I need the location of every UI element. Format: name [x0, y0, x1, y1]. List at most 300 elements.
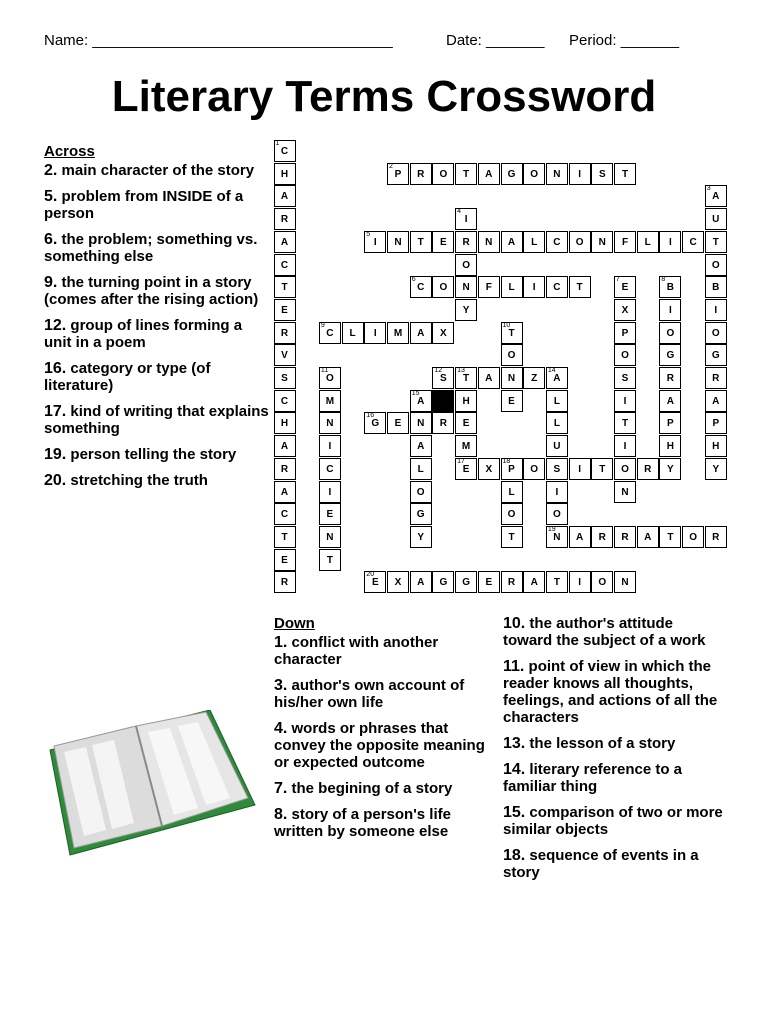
cell-letter: R: [462, 236, 470, 248]
down-clue: [503, 615, 725, 649]
crossword-cell[interactable]: [614, 322, 636, 344]
crossword-cell[interactable]: [432, 276, 454, 298]
cell-letter: T: [667, 531, 674, 543]
clue-number: 8.: [274, 806, 288, 823]
cell-number: 12: [434, 367, 443, 374]
crossword-cell[interactable]: [501, 458, 523, 480]
clue-text: person telling the story: [70, 446, 237, 463]
crossword-cell[interactable]: [659, 458, 681, 480]
crossword-cell[interactable]: [274, 208, 296, 230]
crossword-cell[interactable]: [478, 367, 500, 389]
cell-letter: Y: [462, 304, 470, 316]
across-clue: [44, 188, 270, 222]
crossword-cell[interactable]: [455, 458, 477, 480]
crossword-cell[interactable]: [659, 276, 681, 298]
crossword-cell[interactable]: [614, 367, 636, 389]
cell-letter: L: [553, 418, 560, 430]
cell-letter: O: [598, 577, 607, 589]
crossword-cell[interactable]: [274, 163, 296, 185]
crossword-cell[interactable]: [410, 571, 432, 593]
crossword-cell[interactable]: [432, 231, 454, 253]
crossword-cell[interactable]: [705, 526, 727, 548]
crossword-cell[interactable]: [274, 435, 296, 457]
clue-text: words or phrases that convey the opposite meaning or expected outcome: [274, 720, 485, 771]
crossword-cell[interactable]: [614, 412, 636, 434]
crossword-cell[interactable]: [591, 571, 613, 593]
cell-letter: N: [507, 373, 516, 384]
cell-letter: C: [280, 259, 289, 271]
cell-letter: R: [644, 463, 652, 475]
cell-letter: T: [463, 168, 470, 180]
crossword-cell[interactable]: [614, 276, 636, 298]
cell-letter: I: [623, 395, 627, 407]
crossword-cell[interactable]: [501, 344, 523, 366]
crossword-cell[interactable]: [569, 276, 591, 298]
across-heading: Across: [44, 143, 95, 160]
cell-letter: S: [440, 373, 447, 384]
crossword-cell[interactable]: [614, 390, 636, 412]
crossword-cell[interactable]: [705, 367, 727, 389]
crossword-cell[interactable]: [455, 412, 477, 434]
crossword-cell[interactable]: [410, 458, 432, 480]
across-clue: [44, 231, 270, 265]
cell-letter: E: [462, 463, 470, 475]
crossword-cell[interactable]: [387, 163, 409, 185]
crossword-cell[interactable]: [659, 344, 681, 366]
crossword-cell[interactable]: [614, 435, 636, 457]
cell-letter: T: [576, 282, 583, 294]
crossword-cell[interactable]: [614, 299, 636, 321]
crossword-cell[interactable]: [546, 163, 568, 185]
down-clues-column-2: [503, 615, 725, 890]
clue-number: 19.: [44, 446, 67, 463]
crossword-cell[interactable]: [478, 276, 500, 298]
crossword-cell[interactable]: [705, 412, 727, 434]
clue-text: the begining of a story: [291, 780, 453, 797]
cell-letter: N: [485, 236, 493, 248]
clue-number: 11.: [503, 658, 525, 675]
cell-letter: A: [553, 373, 561, 384]
crossword-cell[interactable]: [546, 367, 568, 389]
cell-letter: O: [507, 350, 516, 362]
crossword-cell[interactable]: [705, 299, 727, 321]
cell-letter: A: [280, 236, 289, 248]
crossword-cell[interactable]: [455, 435, 477, 457]
cell-letter: G: [416, 509, 425, 521]
crossword-cell[interactable]: [546, 390, 568, 412]
crossword-cell[interactable]: [659, 412, 681, 434]
cell-letter: Y: [712, 463, 720, 475]
crossword-cell[interactable]: [501, 322, 523, 344]
clue-number: 16.: [44, 360, 67, 377]
crossword-cell[interactable]: [478, 571, 500, 593]
period-field[interactable]: Period: _______: [569, 32, 680, 49]
clue-text: category or type (of literature): [44, 360, 211, 394]
crossword-cell[interactable]: [546, 435, 568, 457]
crossword-cell[interactable]: [455, 276, 477, 298]
crossword-cell[interactable]: [410, 231, 432, 253]
cell-letter: T: [508, 327, 515, 339]
crossword-cell[interactable]: [614, 481, 636, 503]
crossword-cell[interactable]: [410, 526, 432, 548]
crossword-cell[interactable]: [523, 458, 545, 480]
crossword-cell[interactable]: [432, 367, 454, 389]
crossword-cell[interactable]: [659, 322, 681, 344]
crossword-cell[interactable]: [387, 571, 409, 593]
crossword-cell[interactable]: [501, 367, 523, 389]
crossword-cell[interactable]: [659, 526, 681, 548]
crossword-cell[interactable]: [501, 390, 523, 412]
crossword-cell[interactable]: [705, 231, 727, 253]
crossword-cell[interactable]: [432, 322, 454, 344]
cell-letter: O: [462, 259, 470, 271]
crossword-cell[interactable]: [364, 322, 386, 344]
crossword-cell[interactable]: [274, 503, 296, 525]
cell-letter: T: [553, 577, 560, 589]
crossword-cell[interactable]: [319, 458, 341, 480]
crossword-cell[interactable]: [455, 254, 477, 276]
crossword-cell[interactable]: [342, 322, 364, 344]
crossword-cell[interactable]: [705, 458, 727, 480]
crossword-cell[interactable]: [410, 390, 432, 412]
down-clue: [503, 847, 725, 881]
crossword-cell[interactable]: [614, 458, 636, 480]
cell-letter: E: [371, 577, 379, 589]
crossword-cell[interactable]: [478, 163, 500, 185]
cell-letter: N: [553, 531, 561, 543]
cell-letter: M: [461, 441, 471, 453]
crossword-cell[interactable]: [705, 208, 727, 230]
cell-letter: I: [373, 327, 377, 339]
crossword-cell[interactable]: [659, 231, 681, 253]
cell-letter: R: [712, 531, 720, 543]
crossword-cell[interactable]: [274, 526, 296, 548]
cell-letter: I: [623, 441, 627, 453]
clue-text: the turning point in a story (comes after the rising action): [44, 274, 259, 308]
cell-letter: L: [349, 327, 356, 339]
crossword-cell[interactable]: [274, 367, 296, 389]
crossword-cell[interactable]: [410, 163, 432, 185]
cell-letter: A: [666, 395, 674, 407]
cell-letter: S: [598, 168, 606, 180]
crossword-cell[interactable]: [637, 231, 659, 253]
crossword-cell[interactable]: [546, 526, 568, 548]
cell-letter: E: [508, 395, 515, 407]
crossword-cell[interactable]: [387, 231, 409, 253]
clue-number: 14.: [503, 761, 526, 778]
crossword-cell[interactable]: [478, 458, 500, 480]
across-clue: [44, 360, 270, 394]
cell-letter: N: [621, 577, 629, 589]
cell-letter: A: [417, 441, 425, 453]
crossword-cell[interactable]: [591, 526, 613, 548]
crossword-cell[interactable]: [659, 367, 681, 389]
crossword-cell[interactable]: [523, 231, 545, 253]
crossword-cell[interactable]: [319, 526, 341, 548]
crossword-cell[interactable]: [569, 231, 591, 253]
crossword-cell[interactable]: [682, 526, 704, 548]
cell-letter: T: [712, 236, 719, 248]
crossword-cell[interactable]: [274, 412, 296, 434]
cell-letter: E: [621, 282, 629, 294]
crossword-cell[interactable]: [523, 163, 545, 185]
crossword-cell[interactable]: [659, 299, 681, 321]
cell-letter: T: [508, 531, 515, 543]
crossword-cell[interactable]: [546, 231, 568, 253]
crossword-cell[interactable]: [387, 412, 409, 434]
cell-letter: H: [712, 441, 720, 453]
cell-letter: H: [280, 168, 289, 180]
cell-number: 6: [411, 276, 416, 284]
crossword-cell[interactable]: [591, 458, 613, 480]
down-heading: Down: [274, 615, 315, 632]
crossword-cell[interactable]: [523, 276, 545, 298]
crossword-cell[interactable]: [501, 231, 523, 253]
clue-number: 9.: [44, 274, 58, 291]
cell-letter: O: [711, 259, 720, 271]
crossword-cell[interactable]: [455, 163, 477, 185]
crossword-cell[interactable]: [569, 163, 591, 185]
cell-letter: U: [712, 214, 720, 226]
clue-number: 6.: [44, 231, 58, 248]
cell-letter: A: [712, 191, 720, 203]
cell-letter: S: [621, 373, 629, 384]
crossword-cell[interactable]: [637, 458, 659, 480]
crossword-cell[interactable]: [455, 231, 477, 253]
crossword-cell[interactable]: [546, 571, 568, 593]
cell-letter: I: [669, 236, 672, 248]
crossword-cell[interactable]: [410, 322, 432, 344]
crossword-cell[interactable]: [319, 503, 341, 525]
crossword-cell[interactable]: [319, 322, 341, 344]
crossword-cell[interactable]: [501, 571, 523, 593]
across-clue: [44, 472, 270, 489]
crossword-cell[interactable]: [319, 549, 341, 571]
crossword-cell[interactable]: [705, 322, 727, 344]
crossword-cell[interactable]: [364, 571, 386, 593]
cell-letter: T: [599, 463, 606, 475]
clue-number: 12.: [44, 317, 67, 334]
cell-letter: S: [553, 463, 561, 475]
crossword-cell[interactable]: [478, 231, 500, 253]
clue-number: 4.: [274, 720, 288, 737]
crossword-cell[interactable]: [274, 254, 296, 276]
cell-letter: F: [621, 236, 629, 248]
cell-letter: G: [462, 577, 470, 589]
cell-letter: V: [281, 350, 288, 362]
cell-letter: O: [689, 531, 697, 543]
crossword-cell[interactable]: [274, 140, 296, 162]
crossword-cell[interactable]: [637, 526, 659, 548]
crossword-cell[interactable]: [319, 435, 341, 457]
crossword-cell[interactable]: [432, 163, 454, 185]
crossword-cell[interactable]: [274, 185, 296, 207]
crossword-cell[interactable]: [614, 571, 636, 593]
cell-letter: N: [462, 282, 470, 294]
crossword-cell[interactable]: [705, 435, 727, 457]
cell-letter: O: [575, 236, 584, 248]
cell-letter: A: [485, 373, 493, 384]
cell-letter: N: [553, 168, 561, 180]
crossword-cell[interactable]: [682, 231, 704, 253]
crossword-cell[interactable]: [410, 435, 432, 457]
cell-number: 1: [275, 140, 280, 147]
cell-letter: M: [393, 327, 403, 339]
cell-letter: R: [280, 327, 289, 339]
cell-letter: F: [485, 282, 492, 294]
cell-letter: H: [280, 418, 289, 430]
across-clue: [44, 403, 270, 437]
crossword-cell[interactable]: [659, 435, 681, 457]
cell-number: 20: [366, 571, 375, 579]
crossword-cell[interactable]: [591, 163, 613, 185]
cell-number: 19: [547, 525, 556, 533]
crossword-cell[interactable]: [705, 276, 727, 298]
crossword-cell[interactable]: [319, 481, 341, 503]
crossword-cell[interactable]: [705, 344, 727, 366]
crossword-cell[interactable]: [319, 390, 341, 412]
crossword-cell[interactable]: [569, 526, 591, 548]
crossword-cell[interactable]: [523, 571, 545, 593]
crossword-cell[interactable]: [274, 549, 296, 571]
crossword-cell[interactable]: [614, 344, 636, 366]
cell-letter: I: [328, 441, 332, 453]
cell-letter: T: [463, 373, 470, 384]
cell-letter: T: [621, 168, 629, 180]
cell-letter: A: [712, 395, 720, 407]
crossword-cell[interactable]: [274, 344, 296, 366]
crossword-cell[interactable]: [705, 185, 727, 207]
crossword-cell[interactable]: [523, 367, 545, 389]
clue-text: kind of writing that explains something: [44, 403, 269, 437]
crossword-cell[interactable]: [501, 276, 523, 298]
cell-letter: O: [530, 463, 539, 475]
crossword-cell[interactable]: [387, 322, 409, 344]
across-clue: [44, 274, 270, 308]
crossword-cell[interactable]: [501, 526, 523, 548]
crossword-cell[interactable]: [659, 390, 681, 412]
cell-letter: G: [371, 418, 380, 430]
clue-text: problem from INSIDE of a person: [44, 188, 244, 222]
crossword-cell[interactable]: [410, 481, 432, 503]
clue-text: stretching the truth: [70, 472, 208, 489]
crossword-cell[interactable]: [432, 571, 454, 593]
cell-number: 4: [457, 208, 461, 216]
crossword-cell[interactable]: [546, 412, 568, 434]
cell-letter: X: [621, 304, 629, 316]
cell-letter: R: [666, 373, 674, 384]
crossword-cell[interactable]: [501, 481, 523, 503]
cell-letter: A: [507, 236, 516, 248]
down-clue: [274, 720, 496, 771]
cell-letter: I: [532, 282, 536, 294]
crossword-cell[interactable]: [319, 412, 341, 434]
cell-letter: I: [578, 168, 581, 180]
cell-letter: E: [440, 236, 447, 248]
cell-letter: Y: [417, 531, 425, 543]
cell-number: 13: [457, 367, 465, 374]
clue-text: literary reference to a familiar thing: [503, 761, 682, 795]
cell-letter: O: [553, 509, 561, 521]
crossword-cell[interactable]: [569, 458, 591, 480]
cell-letter: E: [394, 418, 402, 430]
cell-number: 8: [661, 276, 666, 284]
crossword-cell[interactable]: [455, 208, 477, 230]
crossword-cell[interactable]: [614, 231, 636, 253]
crossword-cell[interactable]: [432, 412, 454, 434]
cell-letter: C: [280, 509, 289, 521]
crossword-cell[interactable]: [614, 163, 636, 185]
date-field[interactable]: Date: _______: [446, 32, 545, 49]
crossword-cell[interactable]: [705, 390, 727, 412]
crossword-cell[interactable]: [455, 367, 477, 389]
crossword-cell[interactable]: [274, 481, 296, 503]
crossword-cell[interactable]: [274, 390, 296, 412]
crossword-cell[interactable]: [410, 276, 432, 298]
cell-letter: E: [462, 418, 470, 430]
crossword-cell[interactable]: [546, 503, 568, 525]
across-clue: [44, 317, 270, 351]
cell-letter: R: [280, 214, 289, 226]
crossword-cell[interactable]: [410, 503, 432, 525]
clue-text: conflict with another character: [274, 634, 439, 668]
cell-letter: I: [714, 304, 718, 316]
cell-letter: I: [373, 236, 377, 248]
crossword-cell[interactable]: [364, 412, 386, 434]
down-clue: [503, 735, 725, 752]
down-clues-column-1: [274, 615, 496, 849]
cell-letter: C: [553, 282, 561, 294]
crossword-cell[interactable]: [410, 412, 432, 434]
clue-text: group of lines forming a unit in a poem: [44, 317, 243, 351]
crossword-cell[interactable]: [546, 458, 568, 480]
cell-letter: C: [326, 463, 334, 475]
crossword-cell[interactable]: [455, 390, 477, 412]
crossword-cell[interactable]: [455, 299, 477, 321]
crossword-cell[interactable]: [501, 163, 523, 185]
crossword-cell[interactable]: [546, 481, 568, 503]
cell-number: 10: [502, 321, 511, 329]
crossword-cell[interactable]: [614, 526, 636, 548]
crossword-cell[interactable]: [274, 299, 296, 321]
crossword-cell[interactable]: [274, 458, 296, 480]
crossword-cell[interactable]: [546, 276, 568, 298]
cell-letter: A: [644, 531, 652, 543]
crossword-cell[interactable]: [569, 571, 591, 593]
crossword-cell[interactable]: [364, 231, 386, 253]
cell-letter: T: [326, 554, 333, 566]
crossword-cell[interactable]: [591, 231, 613, 253]
crossword-cell[interactable]: [274, 322, 296, 344]
crossword-cell[interactable]: [274, 276, 296, 298]
crossword-cell[interactable]: [274, 571, 296, 593]
crossword-cell[interactable]: [319, 367, 341, 389]
crossword-cell[interactable]: [274, 231, 296, 253]
cell-letter: O: [711, 327, 720, 339]
cell-number: 15: [411, 389, 420, 397]
crossword-cell[interactable]: [501, 503, 523, 525]
clue-text: point of view in which the reader knows all thoughts, feelings, and actions of all the characters: [503, 658, 718, 726]
cell-letter: H: [666, 441, 674, 453]
crossword-cell[interactable]: [455, 571, 477, 593]
crossword-cell[interactable]: [705, 254, 727, 276]
across-clue: [44, 446, 270, 463]
cell-letter: T: [621, 418, 629, 430]
cell-letter: A: [280, 441, 289, 453]
cell-letter: O: [621, 350, 629, 362]
cell-letter: A: [417, 577, 425, 589]
name-field[interactable]: Name: ____________________________________: [44, 32, 393, 49]
